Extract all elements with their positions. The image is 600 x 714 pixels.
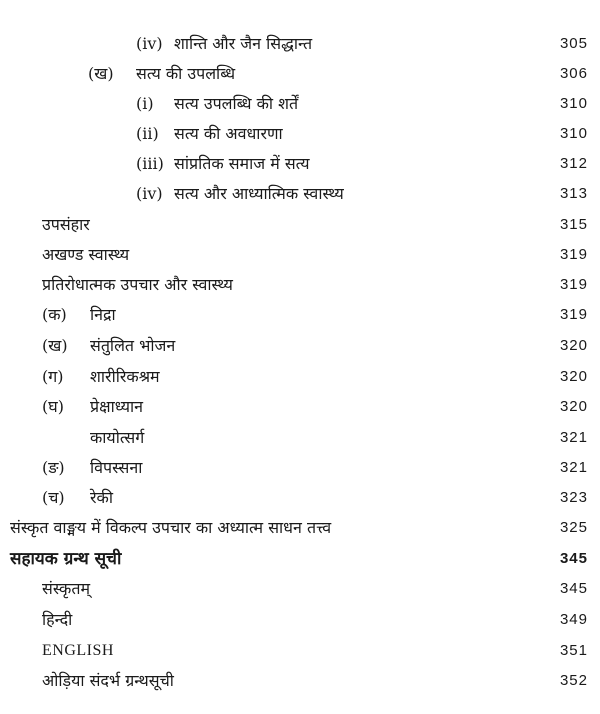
entry-page-number: 351 <box>559 642 588 659</box>
entry-title: ENGLISH <box>42 642 114 659</box>
entry-title: सहायक ग्रन्थ सूची <box>10 549 122 569</box>
entry-marker: (iv) <box>136 34 163 53</box>
entry-title: प्रतिरोधात्मक उपचार और स्वास्थ्य <box>42 275 233 294</box>
entry-marker: (च) <box>42 488 65 507</box>
toc-entry <box>0 636 600 666</box>
toc-entry <box>0 210 600 240</box>
toc-entry <box>0 453 600 483</box>
toc-entry <box>0 240 600 270</box>
toc-entry <box>0 270 600 300</box>
entry-page-number: 321 <box>559 429 588 446</box>
entry-title: सत्य की अवधारणा <box>174 124 283 143</box>
entry-page-number: 320 <box>559 398 588 415</box>
entry-title: रेकी <box>90 488 113 507</box>
entry-title: प्रेक्षाध्यान <box>90 397 144 416</box>
entry-page-number: 345 <box>559 580 588 597</box>
entry-page-number: 319 <box>559 246 588 263</box>
entry-title: संस्कृतम् <box>42 579 91 598</box>
toc-entry <box>0 666 600 696</box>
entry-title: शान्ति और जैन सिद्धान्त <box>174 34 313 53</box>
entry-page-number: 323 <box>559 489 588 506</box>
toc-entry <box>0 89 600 119</box>
toc-section-heading <box>0 544 600 574</box>
entry-page-number: 305 <box>559 35 588 52</box>
toc-entry <box>0 29 600 59</box>
entry-page-number: 345 <box>559 550 588 567</box>
entry-page-number: 320 <box>559 368 588 385</box>
entry-title: सत्य की उपलब्धि <box>136 64 236 83</box>
toc-entry <box>0 392 600 422</box>
entry-marker: (ख) <box>88 64 114 83</box>
toc-entry <box>0 59 600 89</box>
toc-entry <box>0 300 600 330</box>
entry-marker: (iv) <box>136 184 163 203</box>
entry-page-number: 312 <box>559 155 588 172</box>
entry-marker: (iii) <box>136 154 164 173</box>
entry-page-number: 320 <box>559 337 588 354</box>
toc-entry <box>0 513 600 543</box>
entry-page-number: 352 <box>559 672 588 689</box>
entry-marker: (ग) <box>42 367 64 386</box>
toc-entry <box>0 119 600 149</box>
toc-entry <box>0 331 600 361</box>
toc-entry <box>0 149 600 179</box>
toc-entry <box>0 483 600 513</box>
entry-page-number: 310 <box>559 125 588 142</box>
entry-title: विपस्सना <box>90 458 143 477</box>
entry-title: सत्य उपलब्धि की शर्तें <box>174 94 299 113</box>
entry-marker: (घ) <box>42 397 64 416</box>
entry-title: सत्य और आध्यात्मिक स्वास्थ्य <box>174 184 344 203</box>
entry-page-number: 306 <box>559 65 588 82</box>
entry-page-number: 319 <box>559 276 588 293</box>
entry-title: अखण्ड स्वास्थ्य <box>42 245 130 264</box>
entry-page-number: 319 <box>559 306 588 323</box>
toc-entry <box>0 574 600 604</box>
toc-entry <box>0 362 600 392</box>
entry-title: कायोत्सर्ग <box>90 428 145 447</box>
entry-title: संस्कृत वाङ्मय में विकल्प उपचार का अध्यात्म साधन तत्त्व <box>10 518 332 537</box>
entry-marker: (ii) <box>136 124 159 143</box>
entry-page-number: 321 <box>559 459 588 476</box>
entry-page-number: 313 <box>559 185 588 202</box>
entry-page-number: 325 <box>559 519 588 536</box>
entry-title: हिन्दी <box>42 610 73 629</box>
entry-title: शारीरिकश्रम <box>90 367 160 386</box>
entry-title: ओड़िया संदर्भ ग्रन्थसूची <box>42 671 174 690</box>
entry-page-number: 310 <box>559 95 588 112</box>
entry-page-number: 349 <box>559 611 588 628</box>
entry-marker: (i) <box>136 94 154 113</box>
toc-entry <box>0 605 600 635</box>
entry-page-number: 315 <box>559 216 588 233</box>
entry-marker: (क) <box>42 305 67 324</box>
entry-title: सांप्रतिक समाज में सत्य <box>174 154 310 173</box>
entry-marker: (ङ) <box>42 458 65 477</box>
toc-entry <box>0 179 600 209</box>
entry-title: उपसंहार <box>42 215 90 234</box>
entry-title: संतुलित भोजन <box>90 336 176 355</box>
entry-marker: (ख) <box>42 336 68 355</box>
toc-entry <box>0 423 600 453</box>
entry-title: निद्रा <box>90 305 116 324</box>
